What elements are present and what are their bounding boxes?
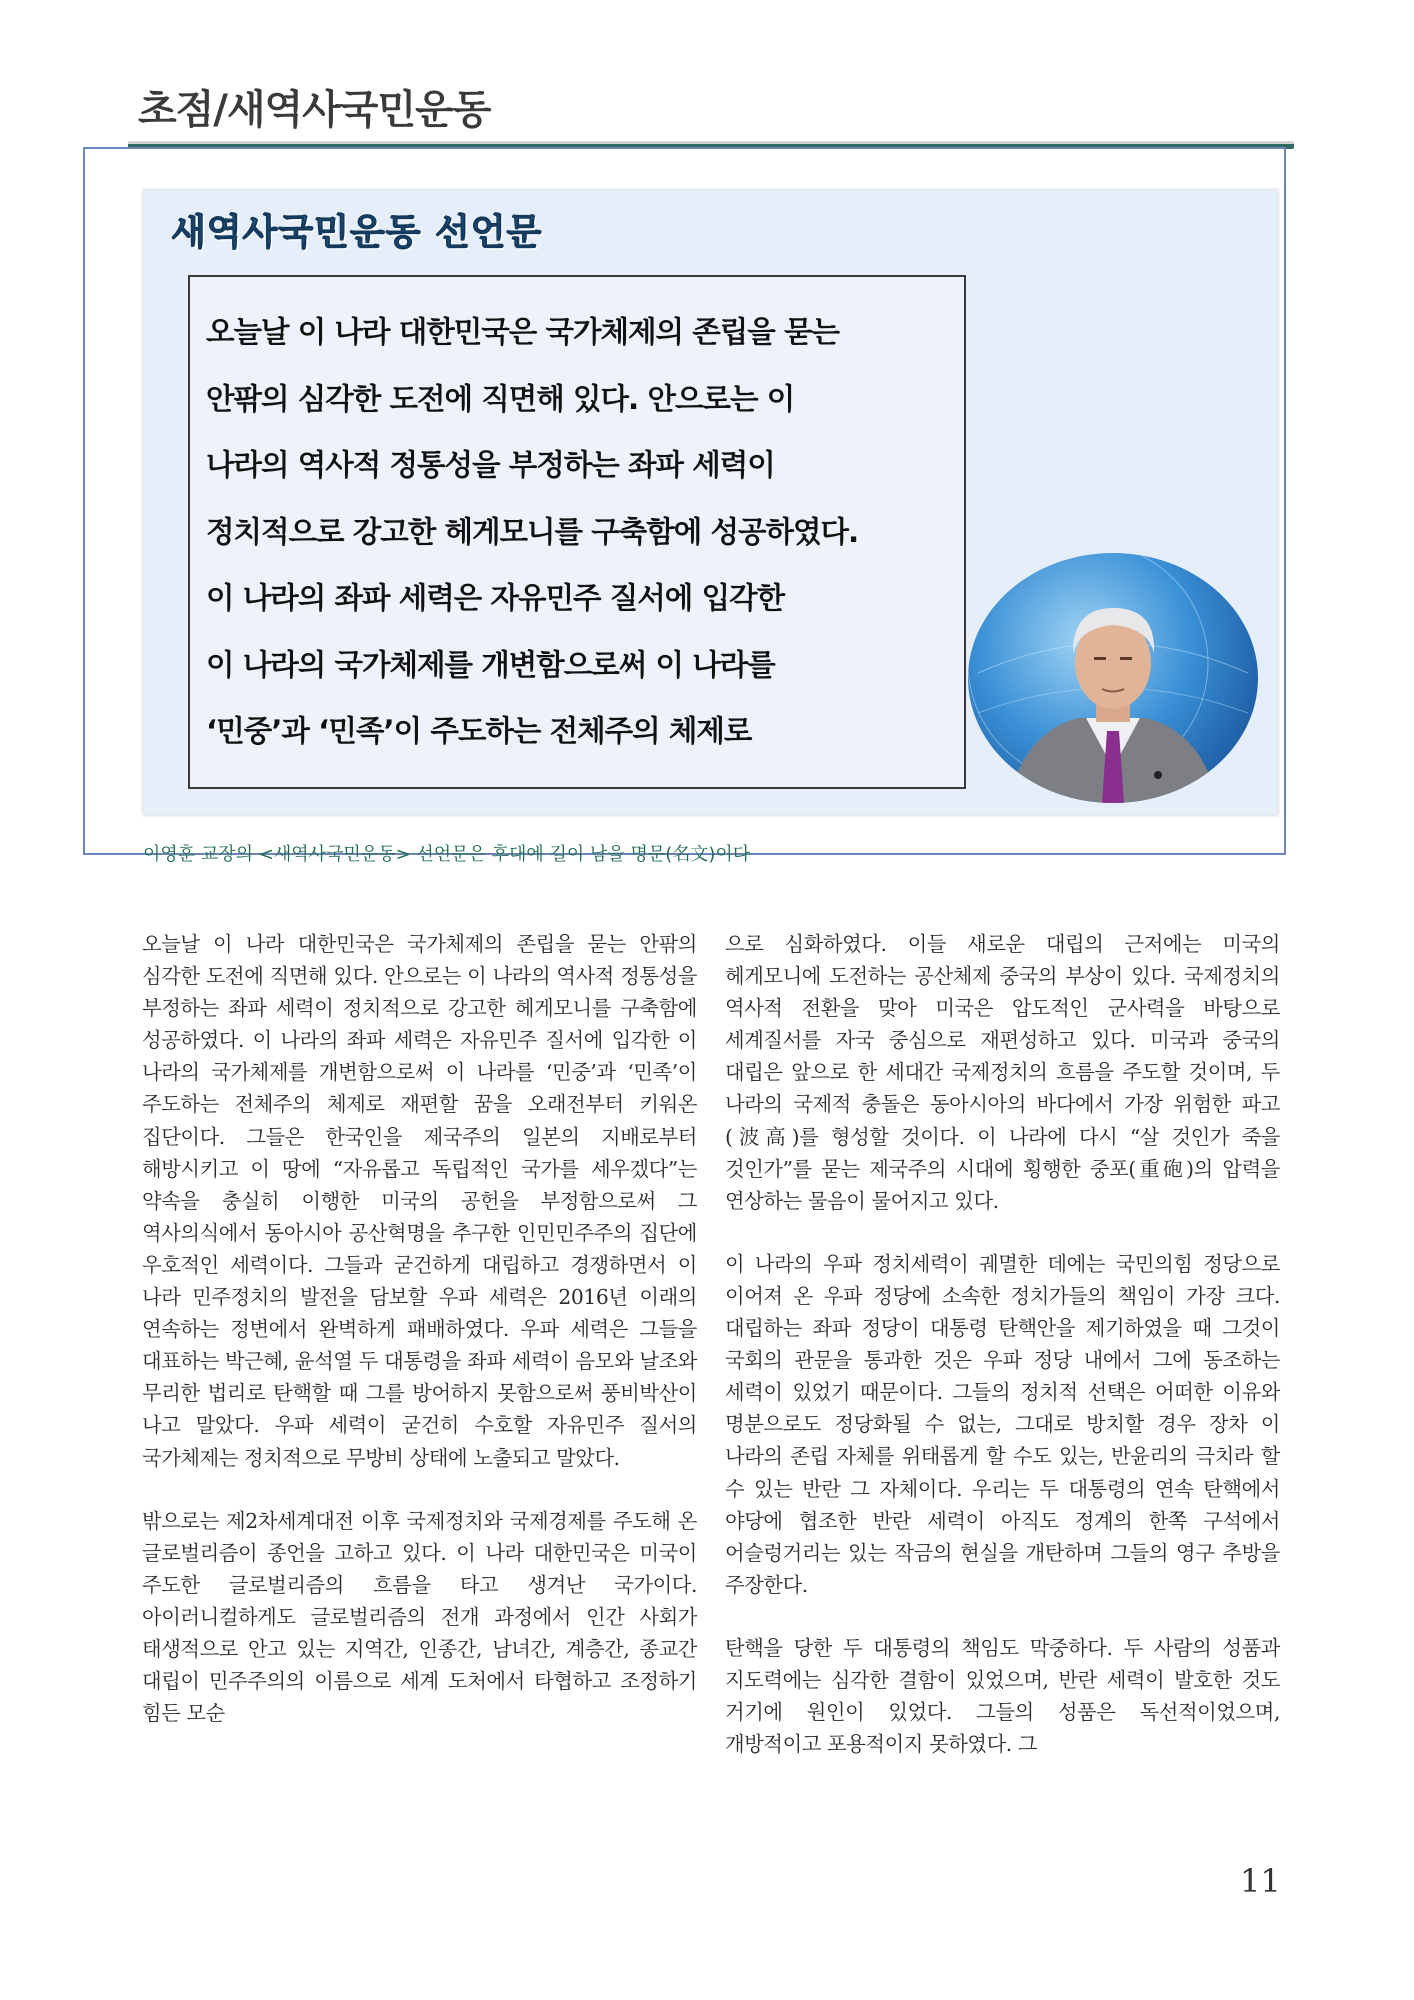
quote-box (188, 275, 966, 789)
article-column-left (142, 928, 697, 1760)
section-title: 초점/새역사국민운동 (138, 87, 491, 133)
quote-line: 안팎의 심각한 도전에 직면해 있다. 안으로는 이 (206, 381, 795, 416)
quote-line: 이 나라의 국가체제를 개변함으로써 이 나라를 (206, 647, 775, 682)
paragraph: 오늘날 이 나라 대한민국은 국가체제의 존립을 묻는 안팎의 심각한 도전에 직면해 있다. 안으로는 이 나라의 역사적 정통성을 부정하는 좌파 세력이 정치적으로 강고한 헤게모니를 구축함에 성공하였다. 이 나라의 좌파 세력은 자유민주 질서에 입각한 이 나라의 국가체제를 개변함으로써 이 나라를 ‘민중’과 ‘민족’이 주도하는 전체주의 체제로 재편할 꿈을 오래전부터 키워온 집단이다. 그들은 한국인을 제국주의 일본의 지배로부터 해방시키고 이 땅에 “자유롭고 독립적인 국가를 세우겠다”는 약속을 충실히 이행한 미국의 공헌을 부정함으로써 그 역사의식에서 동아시아 공산혁명을 추구한 인민민주주의 집단에 우호적인 세력이다. 그들과 굳건하게 대립하고 경쟁하면서 이 나라 민주정치의 발전을 담보할 우파 세력은 2016년 이래의 연속하는 정변에서 완벽하게 패배하였다. 우파 세력은 그들을 대표하는 박근혜, 윤석열 두 대통령을 좌파 세력이 음모와 날조와 무리한 법리로 탄핵할 때 그를 방어하지 못함으로써 풍비박산이 나고 말았다. 우파 세력이 굳건히 수호할 자유민주 질서의 국가체제는 정치적으로 무방비 상태에 노출되고 말았다. (142, 932, 697, 1470)
paragraph: 이 나라의 우파 정치세력이 궤멸한 데에는 국민의힘 정당으로 이어져 온 우파 정당에 소속한 정치가들의 책임이 가장 크다. 대립하는 좌파 정당이 대통령 탄핵안을 제기하였을 때 그것이 국회의 관문을 통과한 것은 우파 정당 내에서 그에 동조하는 세력이 있었기 때문이다. 그들의 정치적 선택은 어떠한 이유와 명분으로도 정당화될 수 없는, 그대로 방치할 경우 장차 이 나라의 존립 자체를 위태롭게 할 수도 있는, 반윤리의 극치라 할 수 있는 반란 그 자체이다. 우리는 두 대통령의 연속 탄핵에서 야당에 협조한 반란 세력이 아직도 정계의 한쪽 구석에서 어슬렁거리는 있는 작금의 현실을 개탄하며 그들의 영구 추방을 주장한다. (725, 1251, 1280, 1597)
figure-caption: 이영훈 교장의 <새역사국민운동> 선언문은 후대에 길이 남을 명문(名文)이다 (143, 844, 751, 865)
quote-line: 정치적으로 강고한 헤게모니를 구축함에 성공하였다. (206, 514, 859, 549)
page-number: 11 (1240, 1862, 1281, 1900)
portrait-illustration (968, 553, 1258, 803)
quote-line: 이 나라의 좌파 세력은 자유민주 질서에 입각한 (206, 581, 785, 615)
article-column-right (725, 928, 1280, 1791)
quote-line: ‘민중’과 ‘민족’이 주도하는 전체주의 체제로 (206, 714, 752, 748)
paragraph: 으로 심화하였다. 이들 새로운 대립의 근저에는 미국의 헤게모니에 도전하는 공산체제 중국의 부상이 있다. 국제정치의 역사적 전환을 맞아 미국은 압도적인 군사력을 바탕으로 세계질서를 자국 중심으로 재편성하고 있다. 미국과 중국의 대립은 앞으로 한 세대간 국제정치의 흐름을 주도할 것이며, 두 나라의 국제적 충돌은 동아시아의 바다에서 가장 위험한 파고(波高)를 형성할 것이다. 이 나라에 다시 “살 것인가 죽을 것인가”를 묻는 제국주의 시대에 횡행한 중포(重砲)의 압력을 연상하는 물음이 물어지고 있다. (725, 932, 1280, 1213)
paragraph: 밖으로는 제2차세계대전 이후 국제정치와 국제경제를 주도해 온 글로벌리즘이 종언을 고하고 있다. 이 나라 대한민국은 미국이 주도한 글로벌리즘의 흐름을 타고 생겨난 국가이다. 아이러니컬하게도 글로벌리즘의 전개 과정에서 인간 사회가 태생적으로 안고 있는 지역간, 인종간, 남녀간, 계층간, 종교간 대립이 민주주의의 이름으로 세계 도처에서 타협하고 조정하기 힘든 모순 (142, 1508, 697, 1726)
banner-title: 새역사국민운동 선언문 (171, 212, 543, 253)
declaration-banner (143, 190, 1278, 815)
quote-line: 오늘날 이 나라 대한민국은 국가체제의 존립을 묻는 (206, 315, 840, 349)
portrait-photo (968, 553, 1258, 803)
quote-line: 나라의 역사적 정통성을 부정하는 좌파 세력이 (206, 448, 775, 482)
paragraph: 탄핵을 당한 두 대통령의 책임도 막중하다. 두 사람의 성품과 지도력에는 심각한 결함이 있었으며, 반란 세력이 발호한 것도 거기에 원인이 있었다. 그들의 성품은 독선적이었으며, 개방적이고 포용적이지 못하였다. 그 (725, 1635, 1280, 1757)
